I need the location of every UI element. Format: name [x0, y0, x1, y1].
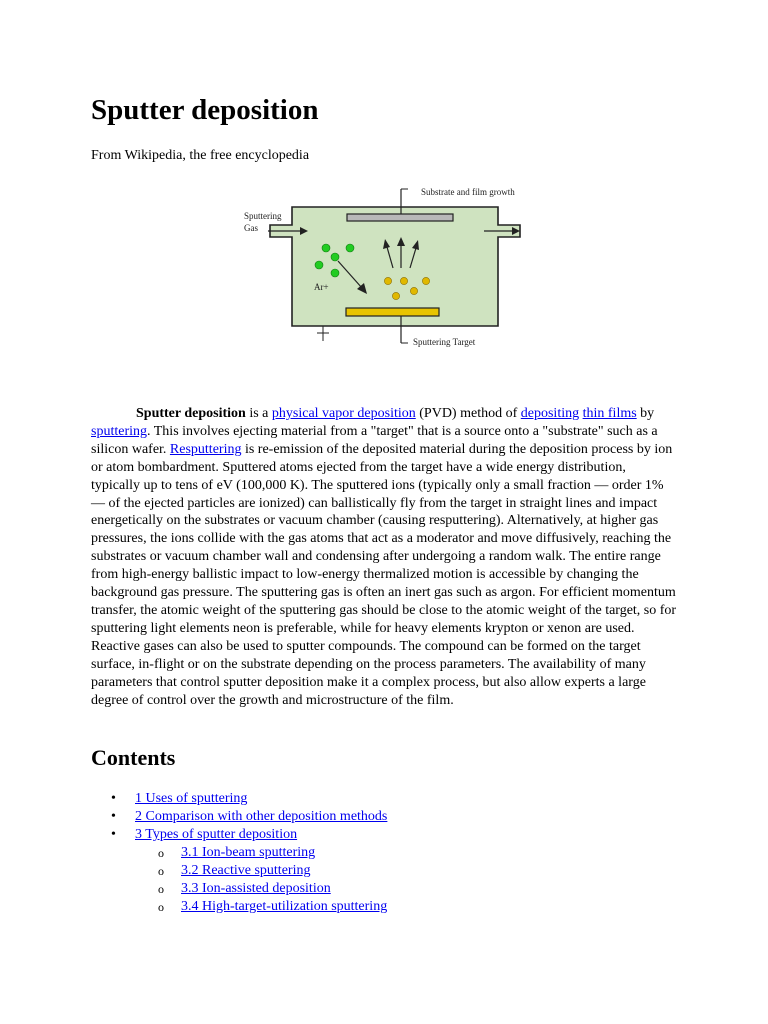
toc-link[interactable]: 3.4 High-target-utilization sputtering — [181, 899, 388, 914]
text-span: . This involves ejecting material from a "target" that is a source onto a "substrate" such as a silicon wafer. — [91, 423, 658, 457]
toc-link[interactable]: 1 Uses of sputtering — [135, 791, 248, 806]
table-of-contents — [91, 790, 387, 916]
toc-link[interactable]: 3.2 Reactive sputtering — [181, 863, 311, 878]
toc-link[interactable]: 2 Comparison with other deposition methods — [135, 809, 388, 824]
link-thin-films[interactable]: thin films — [582, 406, 637, 421]
substrate-plate — [347, 214, 453, 221]
toc-subitem — [91, 862, 387, 880]
label-substrate: Substrate and film growth — [421, 187, 515, 197]
toc-subitem — [91, 880, 387, 898]
circle-bullet-icon: o — [158, 882, 164, 896]
text-span: (PVD) method of — [415, 406, 521, 421]
bullet-icon: • — [111, 791, 116, 806]
label-target: Sputtering Target — [413, 337, 476, 347]
toc-item — [91, 826, 387, 844]
circle-bullet-icon: o — [158, 864, 164, 878]
text-span: is a — [245, 406, 272, 421]
target-plate — [346, 308, 439, 316]
toc-subitem — [91, 898, 387, 916]
bullet-icon: • — [111, 809, 116, 824]
label-ion: Ar+ — [314, 282, 329, 292]
toc-link[interactable]: 3.3 Ion-assisted deposition — [181, 881, 331, 896]
toc-subitem — [91, 844, 387, 862]
toc-item — [91, 790, 387, 808]
label-gas-2: Gas — [244, 223, 258, 233]
link-depositing[interactable]: depositing — [520, 406, 580, 421]
page-subtitle: From Wikipedia, the free encyclopedia — [91, 148, 310, 163]
toc-item — [91, 808, 387, 826]
circle-bullet-icon: o — [158, 846, 164, 860]
bullet-icon: • — [111, 827, 116, 842]
text-span: is re-emission of the deposited material during the deposition process by ion or atom bombardment. Sputtered atoms ejected from the target have a wide energy distribution, typically up to tens of eV (100,000 K). The sputtered ions (typically only a small fraction — order 1% — of the ejected particles are ionized) can ballistically fly from the target in straight lines and impact energetically on the substrates or vacuum chamber (causing resputtering). Alternatively, at higher gas pressures, the ions collide with the gas atoms that act as a moderator and move diffusively, reaching the substrates or vacuum chamber wall and condensing after undergoing a random walk. The entire range from high-energy ballistic impact to low-energy thermalized motion is accessible by changing the background gas pressure. The sputtering gas is often an inert gas such as argon. For efficient momentum transfer, the atomic weight of the sputtering gas should be close to the atomic weight of the target, so for sputtering light elements neon is preferable, while for heavy elements krypton or xenon are used. Reactive gases can also be used to sputter compounds. The compound can be formed on the target surface, in-flight or on the substrate depending on the process parameters. The availability of many parameters that control sputter deposition make it a complex process, but also allow experts a large degree of control over the growth and microstructure of the film. — [91, 441, 677, 708]
toc-link[interactable]: 3.1 Ion-beam sputtering — [181, 845, 316, 860]
link-sputtering[interactable]: sputtering — [91, 423, 147, 439]
contents-heading: Contents — [91, 745, 176, 770]
toc-link[interactable]: 3 Types of sputter deposition — [135, 827, 298, 842]
page-title: Sputter deposition — [91, 94, 319, 126]
article-intro-paragraph — [91, 405, 677, 709]
link-resputtering[interactable]: Resputtering — [169, 441, 242, 457]
bold-term: Sputter deposition — [136, 406, 246, 421]
link-physical-vapor-deposition[interactable]: physical vapor deposition — [271, 406, 416, 421]
circle-bullet-icon: o — [158, 900, 164, 914]
sputtering-diagram — [240, 183, 540, 353]
label-gas-1: Sputtering — [244, 211, 282, 221]
text-span: by — [636, 406, 655, 421]
